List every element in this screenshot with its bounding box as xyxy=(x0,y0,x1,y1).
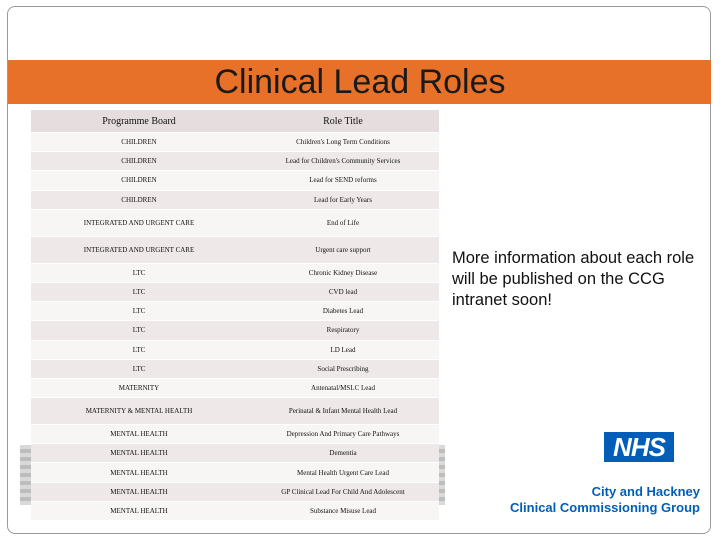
programme-board-cell: LTC xyxy=(31,302,247,321)
programme-board-cell: CHILDREN xyxy=(31,190,247,209)
info-text: More information about each role will be published on the CCG intranet soon! xyxy=(452,249,695,309)
role-title-cell: End of Life xyxy=(247,209,439,236)
table-row xyxy=(31,340,439,359)
table-row xyxy=(31,482,439,501)
role-title-cell: Dementia xyxy=(247,444,439,463)
header-programme-board: Programme Board xyxy=(31,110,247,133)
programme-board-cell: CHILDREN xyxy=(31,133,247,152)
role-title-cell: Urgent care support xyxy=(247,236,439,263)
programme-board-cell: MENTAL HEALTH xyxy=(31,463,247,482)
table-row xyxy=(31,171,439,190)
role-title-cell: Antenatal/MSLC Lead xyxy=(247,378,439,397)
table-row xyxy=(31,321,439,340)
programme-board-cell: MATERNITY & MENTAL HEALTH xyxy=(31,398,247,425)
table-row xyxy=(31,398,439,425)
programme-board-cell: LTC xyxy=(31,340,247,359)
role-title-cell: Respiratory xyxy=(247,321,439,340)
programme-board-cell: MATERNITY xyxy=(31,378,247,397)
role-title-cell: Mental Health Urgent Care Lead xyxy=(247,463,439,482)
programme-board-cell: LTC xyxy=(31,321,247,340)
programme-board-cell: MENTAL HEALTH xyxy=(31,482,247,501)
table-row xyxy=(31,236,439,263)
slide-title: Clinical Lead Roles xyxy=(214,63,506,101)
programme-board-cell: CHILDREN xyxy=(31,152,247,171)
table-row xyxy=(31,501,439,520)
programme-board-cell: MENTAL HEALTH xyxy=(31,501,247,520)
table-row xyxy=(31,378,439,397)
role-title-cell: Lead for Children's Community Services xyxy=(247,152,439,171)
org-name xyxy=(470,484,700,516)
table-row xyxy=(31,209,439,236)
table-row xyxy=(31,425,439,444)
programme-board-cell: LTC xyxy=(31,263,247,282)
table-row xyxy=(31,444,439,463)
table-row xyxy=(31,302,439,321)
programme-board-cell: LTC xyxy=(31,282,247,301)
role-title-cell: Children's Long Term Conditions xyxy=(247,133,439,152)
roles-table xyxy=(31,110,439,521)
org-name-line2: Clinical Commissioning Group xyxy=(510,500,700,515)
table-row xyxy=(31,282,439,301)
table-row xyxy=(31,190,439,209)
role-title-cell: Social Prescribing xyxy=(247,359,439,378)
programme-board-cell: MENTAL HEALTH xyxy=(31,444,247,463)
role-title-cell: Diabetes Lead xyxy=(247,302,439,321)
role-title-cell: Chronic Kidney Disease xyxy=(247,263,439,282)
programme-board-cell: INTEGRATED AND URGENT CARE xyxy=(31,236,247,263)
table-row xyxy=(31,263,439,282)
nhs-logo xyxy=(604,432,674,462)
table-row xyxy=(31,359,439,378)
table-row xyxy=(31,152,439,171)
table-row xyxy=(31,463,439,482)
role-title-cell: CVD lead xyxy=(247,282,439,301)
role-title-cell: Substance Misuse Lead xyxy=(247,501,439,520)
programme-board-cell: MENTAL HEALTH xyxy=(31,425,247,444)
header-role-title: Role Title xyxy=(247,110,439,133)
role-title-cell: Depression And Primary Care Pathways xyxy=(247,425,439,444)
programme-board-cell: LTC xyxy=(31,359,247,378)
org-name-line1: City and Hackney xyxy=(591,484,700,499)
nhs-logo-text: NHS xyxy=(613,432,665,462)
role-title-cell: LD Lead xyxy=(247,340,439,359)
table-row xyxy=(31,133,439,152)
role-title-cell: GP Clinical Lead For Child And Adolescent xyxy=(247,482,439,501)
table-header-row xyxy=(31,110,439,133)
role-title-cell: Lead for SEND reforms xyxy=(247,171,439,190)
programme-board-cell: INTEGRATED AND URGENT CARE xyxy=(31,209,247,236)
programme-board-cell: CHILDREN xyxy=(31,171,247,190)
role-title-cell: Perinatal & Infant Mental Health Lead xyxy=(247,398,439,425)
role-title-cell: Lead for Early Years xyxy=(247,190,439,209)
